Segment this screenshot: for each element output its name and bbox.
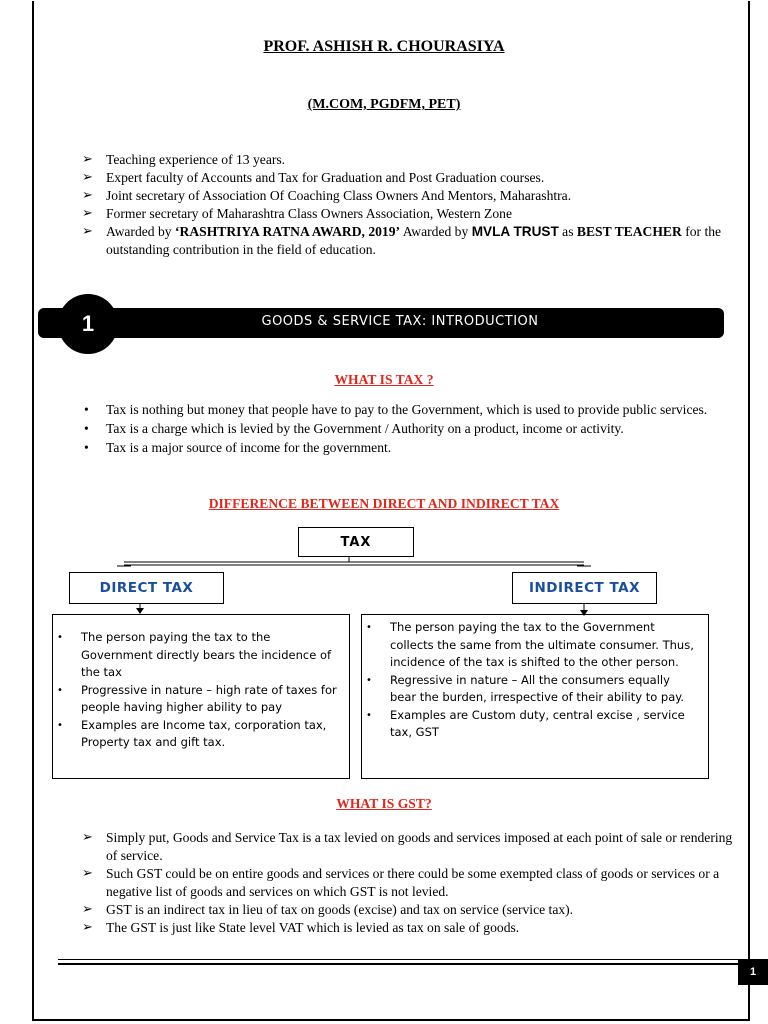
profile-award-item: ➢ Awarded by ‘RASHTRIYA RATNA AWARD, 2019’ Awarded by MVLA TRUST as BEST TEACHER for the outstanding contribution in the field of education. (82, 224, 722, 257)
bullet-icon: • (84, 421, 89, 436)
bullet-icon: • (366, 674, 372, 686)
profile-item: ➢ Expert faculty of Accounts and Tax for Graduation and Post Graduation courses. (82, 170, 545, 185)
heading-what-is-tax: WHAT IS TAX ? (334, 372, 434, 387)
bullet-icon: • (84, 402, 89, 417)
arrow-bullet-icon: ➢ (82, 920, 93, 935)
bullet-icon: • (366, 622, 372, 633)
profile-item: ➢ Joint secretary of Association Of Coaching Class Owners And Mentors, Maharashtra. (82, 188, 572, 203)
arrow-bullet-icon: ➢ (82, 206, 93, 221)
list-item: ➢ The GST is just like State level VAT which is levied as tax on sale of goods. (82, 920, 520, 935)
heading-what-is-gst: WHAT IS GST? (336, 796, 432, 811)
bullet-icon: • (57, 684, 63, 696)
indirect-tax-description (361, 614, 709, 779)
tax-root-box: TAX (298, 527, 414, 557)
footer-rule (58, 959, 740, 960)
arrow-bullet-icon: ➢ (82, 902, 93, 917)
bullet-icon: • (57, 632, 63, 643)
list-item: • Tax is a major source of income for the government. (84, 440, 392, 455)
list-item: ➢ GST is an indirect tax in lieu of tax on goods (excise) and tax on service (service tax). (82, 902, 574, 917)
profile-item: ➢ Teaching experience of 13 years. (82, 152, 286, 167)
list-item: • Examples are Income tax, corporation tax, Property tax and gift tax. (57, 717, 327, 749)
award-title: BEST TEACHER (576, 224, 682, 239)
list-item: • Progressive in nature – high rate of taxes for people having higher ability to pay (57, 682, 337, 714)
arrow-bullet-icon: ➢ (82, 170, 93, 185)
arrow-bullet-icon: ➢ (82, 188, 93, 203)
bullet-icon: • (366, 709, 372, 721)
author-qualifications: (M.COM, PGDFM, PET) (307, 97, 461, 112)
arrow-bullet-icon: ➢ (82, 152, 93, 167)
award-trust: MVLA TRUST (471, 224, 559, 239)
direct-tax-description (52, 614, 350, 779)
arrow-bullet-icon: ➢ (82, 224, 93, 239)
what-is-gst-list (82, 829, 736, 937)
list-item: • Tax is a charge which is levied by the Government / Authority on a product, income or activity. (84, 421, 624, 436)
profile-item: ➢ Former secretary of Maharashtra Class Owners Association, Western Zone (82, 206, 512, 221)
footer-rule (58, 963, 740, 965)
author-name: PROF. ASHISH R. CHOURASIYA (263, 38, 505, 55)
list-item: ➢ Such GST could be on entire goods and services or there could be some exempted class of goods or services or a negative list of goods and services on which GST is not levied. (82, 866, 720, 899)
award-name: ‘RASHTRIYA RATNA AWARD, 2019’ (174, 224, 401, 239)
chapter-title: GOODS & SERVICE TAX: INTRODUCTION (261, 314, 539, 329)
bullet-icon: • (84, 440, 89, 455)
list-item: • Tax is nothing but money that people have to pay to the Government, which is used to provide public services. (84, 402, 708, 417)
bullet-icon: • (57, 719, 63, 731)
page-number: 1 (738, 959, 768, 985)
list-item: • The person paying the tax to the Government collects the same from the ultimate consumer. Thus, incidence of the tax is shifted to the other person. (366, 620, 694, 669)
list-item: • Regressive in nature – All the consumers equally bear the burden, irrespective of their ability to pay. (366, 672, 685, 704)
arrow-bullet-icon: ➢ (82, 830, 93, 845)
chapter-number: 1 (58, 294, 118, 354)
list-item: • The person paying the tax to the Government directly bears the incidence of the tax (57, 630, 332, 679)
direct-tax-box: DIRECT TAX (69, 572, 224, 604)
indirect-tax-box: INDIRECT TAX (512, 572, 657, 604)
list-item: • Examples are Custom duty, central excise , service tax, GST (366, 707, 685, 739)
heading-difference: DIFFERENCE BETWEEN DIRECT AND INDIRECT TAX (208, 496, 560, 511)
arrow-bullet-icon: ➢ (82, 866, 93, 881)
list-item: ➢ Simply put, Goods and Service Tax is a tax levied on goods and services imposed at each point of sale or rendering of service. (82, 830, 733, 863)
